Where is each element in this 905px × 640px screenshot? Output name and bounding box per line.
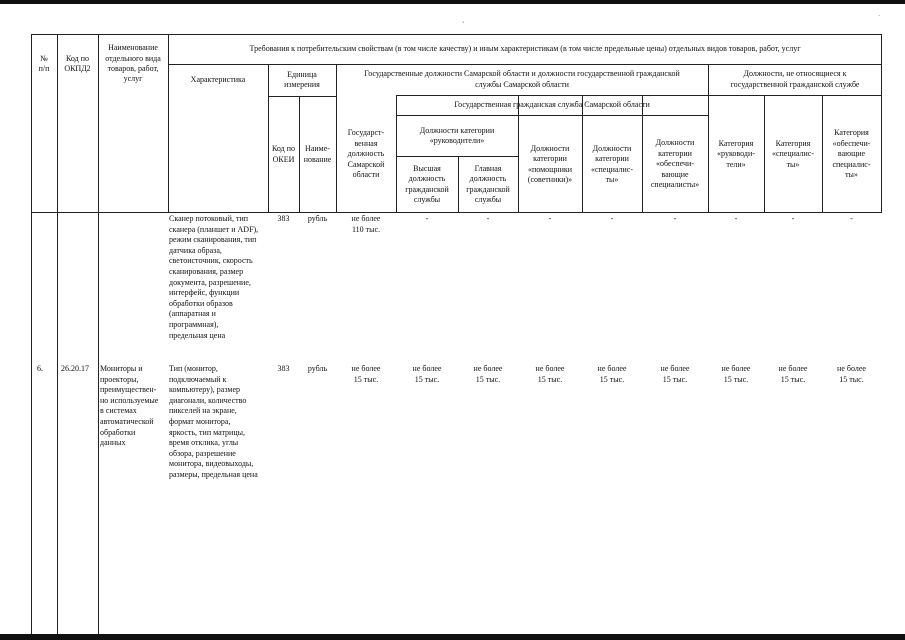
- row-value: не более 15 тыс.: [778, 364, 808, 384]
- header-category-specialists: Категория «специалис- ты»: [771, 138, 815, 169]
- header-gov-positions: Государственные должности Самарской области и должности государственной гражданской службы Самарской области: [364, 69, 680, 89]
- row-unit-code: 383: [277, 364, 290, 373]
- header-highest-position: Высшая должность гражданской службы: [405, 163, 449, 204]
- row-product-name: Мониторы и проекторы, преимуществен- но используемые в системах автоматической обработки данных: [100, 364, 159, 448]
- scan-speck: ‘: [462, 20, 465, 28]
- header-civil-service: Государственная гражданская служба Самарской области: [454, 99, 650, 109]
- row-value: не более 15 тыс.: [721, 364, 751, 384]
- table-rule: [57, 34, 58, 634]
- row-unit-code: 383: [277, 214, 290, 223]
- scan-speck: ·: [878, 12, 881, 20]
- header-assistants: Должности категории «помощники (советники)»: [527, 143, 573, 184]
- header-non-gov-positions: Должности, не относящиеся к государственной гражданской службе: [730, 69, 860, 89]
- row-value: не более 15 тыс.: [597, 364, 627, 384]
- row-value: не более 110 тыс.: [351, 214, 381, 234]
- row-value: -: [610, 214, 614, 223]
- header-support-specialists: Должности категории «обеспечи- вающие специалисты»: [650, 138, 700, 190]
- row-value: -: [850, 214, 853, 223]
- row-okpd-code: 26.20.17: [61, 364, 89, 373]
- row-value: не более 15 тыс.: [412, 364, 442, 384]
- header-requirements: Требования к потребительским свойствам (в том числе качеству) и иным характеристикам (в том числе предельные цены) отдельных видов товаров, работ, услуг: [249, 43, 801, 53]
- header-unit: Единица измерения: [284, 69, 320, 89]
- row-value: -: [548, 214, 552, 223]
- row-value: -: [673, 214, 677, 223]
- header-heads-category: Должности категории «руководители»: [419, 125, 495, 145]
- row-value: не более 15 тыс.: [660, 364, 690, 384]
- row-value: -: [486, 214, 490, 223]
- header-gov-position: Государст- венная должность Самарской области: [347, 128, 385, 180]
- header-main-position: Главная должность гражданской службы: [466, 163, 510, 204]
- row-characteristic: Сканер потоковый, тип сканера (планшет и ADF), режим сканирования, тип датчика образа, светоисточник, скорость сканирования, размер документа, разрешение, интерфейс, функции обработки образов (аппаратная и программная), предельная цена: [169, 214, 259, 340]
- row-number: 6.: [37, 364, 43, 373]
- row-value: -: [791, 214, 795, 223]
- header-category-support: Категория «обеспечи- вающие специалис- ты»: [832, 128, 871, 180]
- row-unit-name: рубль: [307, 364, 328, 373]
- header-okpd-code: Код по ОКПД2: [64, 53, 91, 73]
- header-unit-name: Наиме- нование: [303, 144, 332, 164]
- header-category-heads: Категория «руководи- тели»: [717, 138, 755, 169]
- row-value: не более 15 тыс.: [535, 364, 565, 384]
- row-value: не более 15 тыс.: [837, 364, 866, 384]
- header-product-name: Наименование отдельного вида товаров, работ, услуг: [105, 43, 161, 84]
- row-unit-name: рубль: [307, 214, 328, 223]
- row-characteristic: Тип (монитор, подключаемый к компьютеру), размер диагонали, количество пикселей на экране, формат монитора, яркость, тип матрицы, время отклика, углы обзора, разрешение монитора, видеовыходы, размеры, предельная цена: [169, 364, 258, 479]
- row-value: -: [425, 214, 429, 223]
- row-value: -: [734, 214, 738, 223]
- header-characteristic: Характеристика: [190, 74, 246, 84]
- table-rule: [31, 34, 32, 634]
- table-rule: [98, 34, 99, 634]
- row-value: не более 15 тыс.: [351, 364, 381, 384]
- header-unit-code: Код по ОКЕИ: [271, 144, 296, 164]
- header-specialists: Должности категории «специалис- ты»: [590, 143, 634, 184]
- header-row-number: № п/п: [38, 53, 50, 73]
- row-value: не более 15 тыс.: [473, 364, 503, 384]
